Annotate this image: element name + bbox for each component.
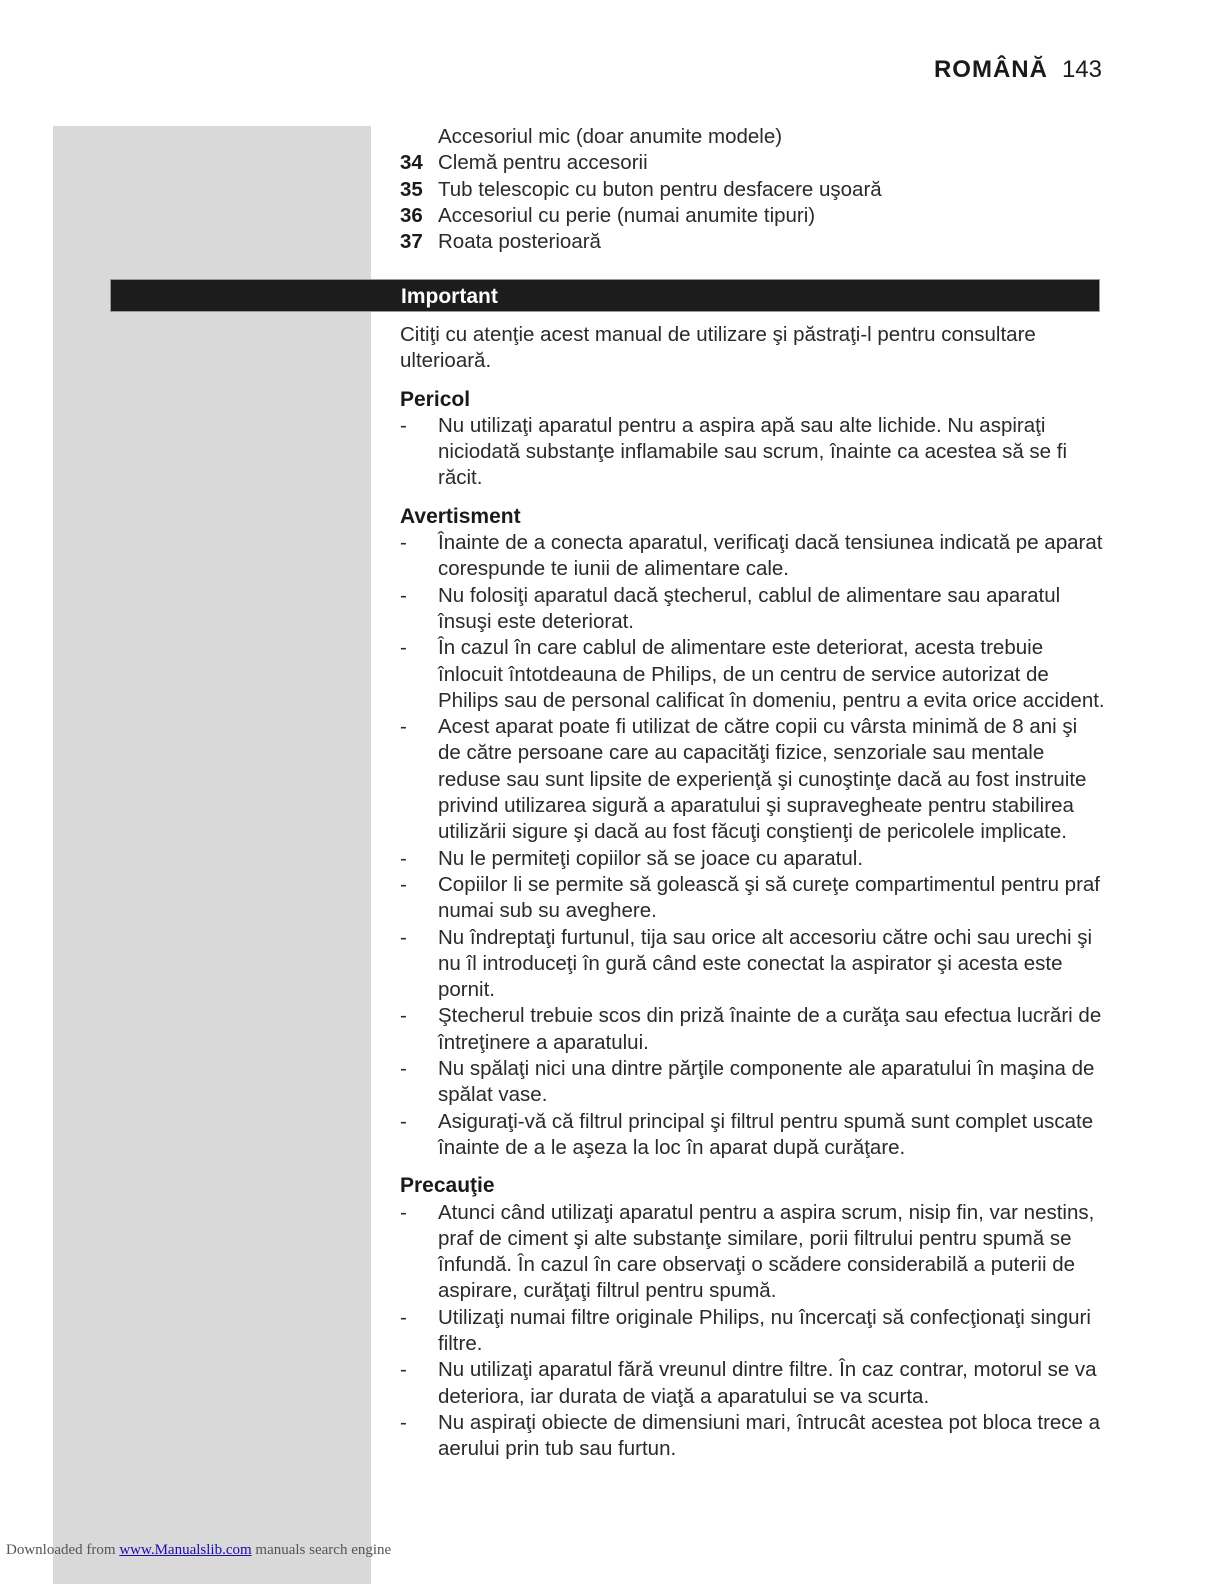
list-item: - Copiilor li se permite să golească şi să cureţe compartimentul pentru praf numai sub su aveghere. (400, 872, 1105, 925)
section-title-pericol: Pericol (400, 387, 471, 411)
intro-paragraph: Citiţi cu atenţie acest manual de utilizare şi păstraţi-l pentru consultare ulterioară. (400, 323, 1036, 373)
footer-prefix: Downloaded from (6, 1542, 116, 1558)
part-number: 37 (400, 230, 423, 254)
section-title-avertisment: Avertisment (400, 504, 521, 528)
bullet-text: Înainte de a conecta aparatul, verificaţi dacă tensiunea indicată pe aparat corespunde te iunii de alimentare cale. (438, 531, 1103, 581)
part-label: Accesoriul cu perie (numai anumite tipuri) (438, 203, 816, 227)
bullet-text: Asiguraţi-vă că filtrul principal şi filtrul pentru spumă sunt complet uscate înainte de a le aşeza la loc în aparat după curăţare. (438, 1109, 1094, 1159)
part-number: 34 (400, 151, 423, 175)
part-number: 36 (400, 203, 423, 227)
list-item: - Atunci când utilizaţi aparatul pentru a aspira scrum, nisip fin, var nestins, praf de ciment şi alte substanţe similare, porii filtrului pentru spumă se înfundă. În cazul în care observaţi o scădere considerabilă a puterii de aspirare, curăţaţi filtrul pentru spumă. (400, 1200, 1105, 1305)
bullet-text: Nu aspiraţi obiecte de dimensiuni mari, întrucât acestea pot bloca trece a aerului prin tub sau furtun. (438, 1410, 1101, 1461)
parts-list (400, 124, 1105, 255)
bullet-list-avertisment (400, 530, 1105, 1161)
part-number (400, 124, 438, 150)
safety-content (400, 322, 1105, 1474)
page-header (934, 56, 1102, 84)
bullet-text: Nu folosiţi aparatul dacă ştecherul, cablul de alimentare sau aparatul însuşi este deteriorat. (438, 583, 1061, 633)
part-label: Clemă pentru accesorii (438, 151, 648, 175)
list-item: - Nu îndreptaţi furtunul, tija sau orice alt accesoriu către ochi sau urechi şi nu îl introduceţi în gură când este conectat la aspirator şi acesta este pornit. (400, 925, 1105, 1004)
bullet-text: Nu utilizaţi aparatul fără vreunul dintre filtre. În caz contrar, motorul se va deteriora, iar durata de viaţă a aparatului se va scurta. (438, 1358, 1097, 1408)
sidebar-gray-panel (53, 126, 371, 1584)
bullet-text: Ştecherul trebuie scos din priză înainte de a curăţa sau efectua lucrări de întreţinere a aparatului. (438, 1004, 1102, 1054)
list-item: - Nu spălaţi nici una dintre părţile componente ale aparatului în maşina de spălat vase. (400, 1056, 1105, 1109)
page-number: 143 (1061, 56, 1102, 83)
language-label: ROMÂNĂ (933, 56, 1048, 83)
parts-list-section (400, 124, 1105, 255)
list-item: - Nu aspiraţi obiecte de dimensiuni mari, întrucât acestea pot bloca trece a aerului prin tub sau furtun. (400, 1410, 1105, 1463)
list-item: - Nu le permiteţi copiilor să se joace cu aparatul. (400, 846, 1105, 872)
bullet-text: Utilizaţi numai filtre originale Philips, nu încercaţi să confecţionaţi singuri filtre. (438, 1305, 1091, 1355)
bullet-text: Nu le permiteţi copiilor să se joace cu aparatul. (438, 846, 864, 870)
list-item: - Asiguraţi-vă că filtrul principal şi filtrul pentru spumă sunt complet uscate înainte de a le aşeza la loc în aparat după curăţare. (400, 1109, 1105, 1162)
bullet-text: Acest aparat poate fi utilizat de către copii cu vârsta minimă de 8 ani şi de către persoane care au capacităţi fizice, senzoriale sau mentale reduse sau sunt lipsite de experienţă şi cunoştinţe dacă au fost instruite privind utilizarea sigură a aparatului şi supravegheate pentru stabilirea utilizării sigure şi dacă au fost făcuţi conştienţi de pericolele implicate. (438, 715, 1087, 844)
list-item: - Nu utilizaţi aparatul pentru a aspira apă sau alte lichide. Nu aspiraţi niciodată substanţe inflamabile sau scrum, înainte ca acestea să se fi răcit. (400, 413, 1105, 492)
bullet-text: În cazul în care cablul de alimentare este deteriorat, acesta trebuie înlocuit întotdeauna de Philips, de un centru de service autorizat de Philips sau de personal calificat în domeniu, pentru a evita orice accident. (438, 636, 1105, 712)
bullet-text: Nu îndreptaţi furtunul, tija sau orice alt accesoriu către ochi sau urechi şi nu îl introduceţi în gură când este conectat la aspirator şi acesta este pornit. (438, 925, 1093, 1002)
part-label: Accesoriul mic (doar anumite modele) (438, 125, 783, 148)
list-item: - În cazul în care cablul de alimentare este deteriorat, acesta trebuie înlocuit întotdeauna de Philips, de un centru de service autorizat de Philips sau de personal calificat în domeniu, pentru a evita orice accident. (400, 635, 1105, 714)
bullet-text: Copiilor li se permite să golească şi să cureţe compartimentul pentru praf numai sub su aveghere. (438, 872, 1100, 923)
list-item (400, 203, 1105, 229)
list-item (400, 229, 1105, 255)
list-item: - Nu folosiţi aparatul dacă ştecherul, cablul de alimentare sau aparatul însuşi este deteriorat. (400, 583, 1105, 636)
bullet-text: Nu utilizaţi aparatul pentru a aspira apă sau alte lichide. Nu aspiraţi niciodată substanţe inflamabile sau scrum, înainte ca acestea să se fi răcit. (438, 413, 1068, 490)
part-label: Roata posterioară (438, 230, 601, 254)
list-item: - Ştecherul trebuie scos din priză înainte de a curăţa sau efectua lucrări de întreţinere a aparatului. (400, 1003, 1105, 1056)
banner-title: Important (401, 285, 498, 308)
footer-suffix: manuals search engine (255, 1542, 392, 1558)
bullet-text: Atunci când utilizaţi aparatul pentru a aspira scrum, nisip fin, var nestins, praf de ciment şi alte substanţe similare, porii filtrului pentru spumă se înfundă. În cazul în care observaţi o scădere considerabilă a puterii de aspirare, curăţaţi filtrul pentru spumă. (438, 1200, 1095, 1303)
list-item: - Acest aparat poate fi utilizat de către copii cu vârsta minimă de 8 ani şi de către persoane care au capacităţi fizice, senzoriale sau mentale reduse sau sunt lipsite de experienţă şi cunoştinţe dacă au fost instruite privind utilizarea sigură a aparatului şi supravegheate pentru stabilirea utilizării sigure şi dacă au fost făcuţi conştienţi de pericolele implicate. (400, 714, 1105, 845)
manualslib-link[interactable]: www.Manualslib.com (119, 1542, 252, 1558)
list-item (400, 124, 1105, 150)
section-title-precautie: Precauţie (400, 1174, 495, 1198)
list-item: - Înainte de a conecta aparatul, verificaţi dacă tensiunea indicată pe aparat corespunde te iunii de alimentare cale. (400, 530, 1105, 583)
important-banner (110, 279, 1100, 312)
part-number: 35 (400, 177, 423, 201)
list-item: - Utilizaţi numai filtre originale Philips, nu încercaţi să confecţionaţi singuri filtre. (400, 1305, 1105, 1358)
bullet-list-precautie (400, 1200, 1105, 1463)
bullet-text: Nu spălaţi nici una dintre părţile componente ale aparatului în maşina de spălat vase. (438, 1057, 1095, 1107)
list-item (400, 177, 1105, 203)
list-item (400, 150, 1105, 176)
part-label: Tub telescopic cu buton pentru desfacere uşoară (438, 177, 882, 201)
bullet-list-pericol (400, 413, 1105, 492)
download-footer (6, 1542, 391, 1559)
list-item: - Nu utilizaţi aparatul fără vreunul dintre filtre. În caz contrar, motorul se va deteriora, iar durata de viaţă a aparatului se va scurta. (400, 1357, 1105, 1410)
